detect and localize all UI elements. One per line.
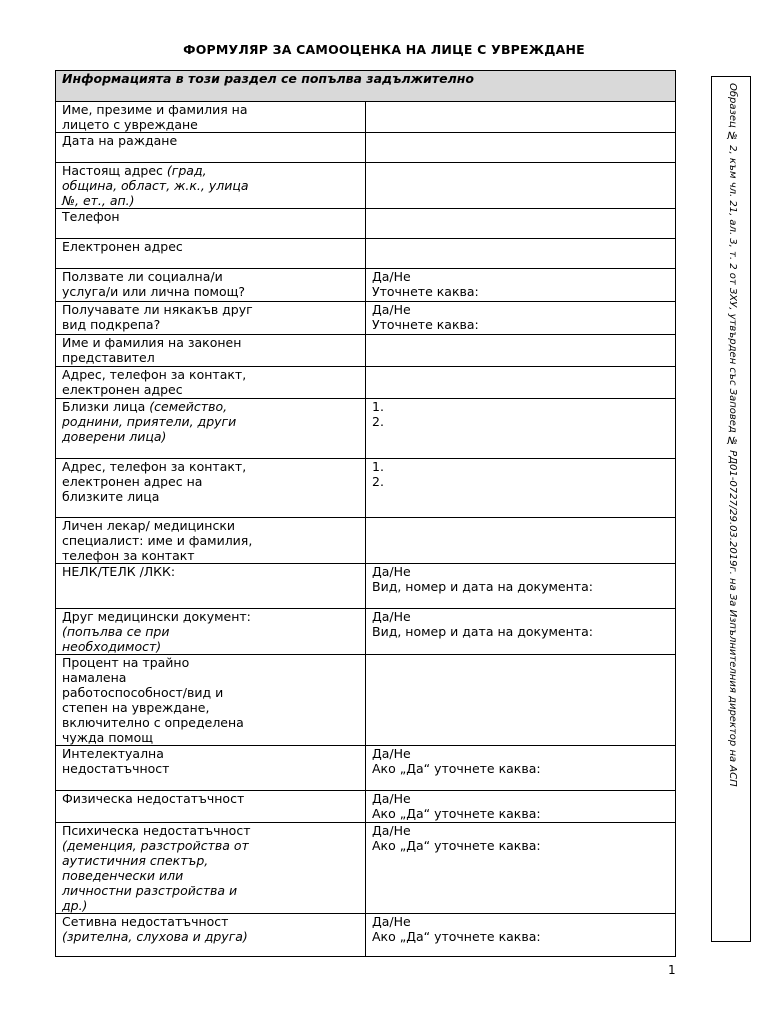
field-label-line: Ползвате ли социална/и <box>62 269 223 284</box>
field-label <box>56 335 366 367</box>
field-label-line: (попълва се при <box>62 624 170 639</box>
field-value-line: 2. <box>372 414 384 429</box>
field-label <box>56 823 366 914</box>
form-row <box>56 209 676 239</box>
field-label-line: работоспособност/вид и <box>62 685 224 700</box>
field-value-cell[interactable] <box>366 518 676 564</box>
field-label <box>56 302 366 335</box>
field-value-line: Уточнете каква: <box>372 317 479 332</box>
field-value-line: Да/Не <box>372 564 411 579</box>
form-template-note-box <box>711 76 751 942</box>
field-value-cell[interactable] <box>366 269 676 302</box>
field-label-line: чужда помощ <box>62 730 153 745</box>
field-value-cell[interactable] <box>366 459 676 518</box>
field-label <box>56 459 366 518</box>
field-value-line: 2. <box>372 474 384 489</box>
form-template-note: Образец № 2, към чл. 21, ал. 3, т. 2 от ЗХУ, утвърден със Заповед № РД01-0727/29.03.2019г. на За Изпълнителния директор на АСП <box>727 83 738 787</box>
field-label-line: Дата на раждане <box>62 133 178 148</box>
section-header-row <box>56 71 676 102</box>
field-value-cell[interactable] <box>366 746 676 791</box>
field-label-line: роднини, приятели, други <box>62 414 237 429</box>
field-label-line: (зрителна, слухова и друга) <box>62 929 248 944</box>
field-value-line: Вид, номер и дата на документа: <box>372 624 593 639</box>
field-label-line: Получавате ли някакъв друг <box>62 302 253 317</box>
field-value-cell[interactable] <box>366 163 676 209</box>
form-row <box>56 367 676 399</box>
field-label-line: електронен адрес <box>62 382 183 397</box>
field-value-line: 1. <box>372 399 384 414</box>
form-row <box>56 459 676 518</box>
page-number: 1 <box>668 963 676 977</box>
field-value-cell[interactable] <box>366 399 676 459</box>
field-label-line: Адрес, телефон за контакт, <box>62 367 247 382</box>
field-label <box>56 209 366 239</box>
field-value-cell[interactable] <box>366 133 676 163</box>
field-label-line: лицето с увреждане <box>62 117 198 132</box>
field-label-line: др.) <box>62 898 88 913</box>
form-row <box>56 914 676 957</box>
field-label-line: (деменция, разстройства от <box>62 838 249 853</box>
field-value-line: 1. <box>372 459 384 474</box>
form-row <box>56 655 676 746</box>
form-row <box>56 133 676 163</box>
form-row <box>56 335 676 367</box>
field-value-cell[interactable] <box>366 239 676 269</box>
field-value-line: Да/Не <box>372 791 411 806</box>
field-value-line: Да/Не <box>372 914 411 929</box>
field-value-line: Да/Не <box>372 746 411 761</box>
field-label-line: Близки лица (семейство, <box>62 399 228 414</box>
form-row <box>56 791 676 823</box>
field-label <box>56 746 366 791</box>
field-label <box>56 518 366 564</box>
field-label-line: недостатъчност <box>62 761 170 776</box>
field-value-line: Вид, номер и дата на документа: <box>372 579 593 594</box>
form-row <box>56 564 676 609</box>
field-value-cell[interactable] <box>366 914 676 957</box>
field-value-cell[interactable] <box>366 209 676 239</box>
field-label-line: електронен адрес на <box>62 474 203 489</box>
field-value-cell[interactable] <box>366 102 676 133</box>
field-value-line: Да/Не <box>372 269 411 284</box>
field-value-line: Да/Не <box>372 609 411 624</box>
field-value-cell[interactable] <box>366 791 676 823</box>
form-row <box>56 163 676 209</box>
field-label <box>56 564 366 609</box>
field-label-line: Електронен адрес <box>62 239 183 254</box>
field-value-line: Да/Не <box>372 823 411 838</box>
field-value-cell[interactable] <box>366 655 676 746</box>
form-row <box>56 518 676 564</box>
field-value-line: Уточнете каква: <box>372 284 479 299</box>
field-label-line: Психическа недостатъчност <box>62 823 251 838</box>
form-row <box>56 746 676 791</box>
field-label-line: поведенчески или <box>62 868 184 883</box>
field-label-line: Сетивна недостатъчност <box>62 914 229 929</box>
field-value-cell[interactable] <box>366 302 676 335</box>
field-label-line: Физическа недостатъчност <box>62 791 245 806</box>
field-label-line: личностни разстройства и <box>62 883 238 898</box>
field-label-line: услуга/и или лична помощ? <box>62 284 246 299</box>
field-label-line: Име, презиме и фамилия на <box>62 102 248 117</box>
form-row <box>56 399 676 459</box>
field-label <box>56 102 366 133</box>
field-label-line: Настоящ адрес (град, <box>62 163 207 178</box>
field-label-line: Процент на трайно <box>62 655 190 670</box>
field-value-cell[interactable] <box>366 367 676 399</box>
field-label-line: вид подкрепа? <box>62 317 161 332</box>
field-label <box>56 655 366 746</box>
section-header: Информацията в този раздел се попълва задължително <box>56 71 676 102</box>
field-label-line: община, област, ж.к., улица <box>62 178 249 193</box>
field-label-line: близките лица <box>62 489 160 504</box>
form-row <box>56 269 676 302</box>
field-label-line: Име и фамилия на законен <box>62 335 242 350</box>
field-value-line: Ако „Да“ уточнете каква: <box>372 929 541 944</box>
self-assessment-table <box>55 70 676 957</box>
form-row <box>56 102 676 133</box>
field-label-line: №, ет., ап.) <box>62 193 135 208</box>
field-label-line: Адрес, телефон за контакт, <box>62 459 247 474</box>
field-label-line: необходимост) <box>62 639 162 654</box>
field-label-line: степен на увреждане, <box>62 700 210 715</box>
field-label-line: специалист: име и фамилия, <box>62 533 253 548</box>
field-label-line: аутистичния спектър, <box>62 853 209 868</box>
form-row <box>56 302 676 335</box>
form-row <box>56 239 676 269</box>
field-value-cell[interactable] <box>366 335 676 367</box>
form-title: ФОРМУЛЯР ЗА САМООЦЕНКА НА ЛИЦЕ С УВРЕЖДАНЕ <box>183 42 585 57</box>
field-label-line: телефон за контакт <box>62 548 195 563</box>
field-label <box>56 367 366 399</box>
field-value-line: Ако „Да“ уточнете каква: <box>372 806 541 821</box>
field-label-line: доверени лица) <box>62 429 167 444</box>
form-row <box>56 823 676 914</box>
field-label-line: Личен лекар/ медицински <box>62 518 235 533</box>
field-label-line: Интелектуална <box>62 746 164 761</box>
field-value-line: Да/Не <box>372 302 411 317</box>
field-label <box>56 791 366 823</box>
field-value-cell[interactable] <box>366 564 676 609</box>
field-label-line: Друг медицински документ: <box>62 609 251 624</box>
field-value-cell[interactable] <box>366 609 676 655</box>
field-label <box>56 609 366 655</box>
field-label-line: НЕЛК/ТЕЛК /ЛКК: <box>62 564 176 579</box>
field-value-line: Ако „Да“ уточнете каква: <box>372 838 541 853</box>
field-label-line: включително с определена <box>62 715 244 730</box>
field-label-line: намалена <box>62 670 127 685</box>
field-value-line: Ако „Да“ уточнете каква: <box>372 761 541 776</box>
field-label-line: Телефон <box>62 209 120 224</box>
form-row <box>56 609 676 655</box>
field-label <box>56 163 366 209</box>
field-value-cell[interactable] <box>366 823 676 914</box>
field-label <box>56 914 366 957</box>
field-label-line: представител <box>62 350 155 365</box>
field-label <box>56 239 366 269</box>
field-label <box>56 399 366 459</box>
field-label <box>56 133 366 163</box>
field-label <box>56 269 366 302</box>
